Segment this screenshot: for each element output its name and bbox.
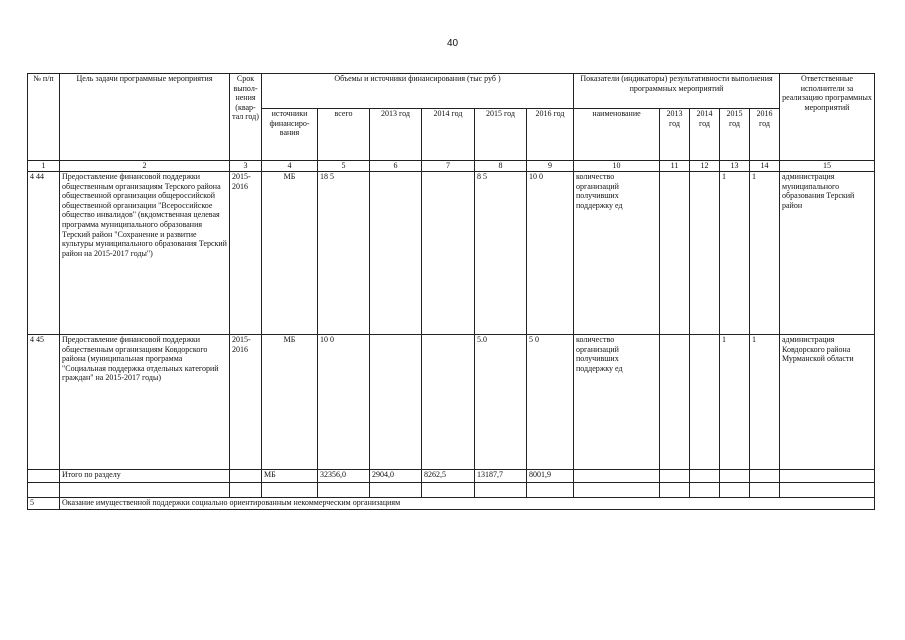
- row-responsible: администрация Ковдорского района Мурманской области: [780, 335, 875, 470]
- column-number: 8: [475, 161, 527, 172]
- row-num: 4 45: [28, 335, 60, 470]
- row-ind-2016: 1: [750, 172, 780, 335]
- total-row: [28, 470, 875, 483]
- total-source: МБ: [262, 470, 318, 483]
- header-financing: Объемы и источники финансирования (тыс руб ): [262, 74, 574, 109]
- total-2015: 13187,7: [475, 470, 527, 483]
- header-total: всего: [318, 109, 370, 161]
- row-2015: 5.0: [475, 335, 527, 470]
- row-2013: [370, 172, 422, 335]
- column-number: 11: [660, 161, 690, 172]
- header-term: Срок выпол-нения (квар-тал год): [230, 74, 262, 161]
- header-num: № п/п: [28, 74, 60, 161]
- total-2016: 8001,9: [527, 470, 574, 483]
- table-row: [28, 172, 875, 335]
- column-number: 10: [574, 161, 660, 172]
- header-goal: Цель задачи программные мероприятия: [60, 74, 230, 161]
- row-total: 18 5: [318, 172, 370, 335]
- row-ind-2015: 1: [720, 172, 750, 335]
- section-num: 5: [28, 498, 60, 510]
- row-2016: 10 0: [527, 172, 574, 335]
- row-total: 10 0: [318, 335, 370, 470]
- column-number: 12: [690, 161, 720, 172]
- header-indicator-name: наименование: [574, 109, 660, 161]
- row-goal: Предоставление финансовой поддержки общественным организациям Терского района общественной организации общероссийской общественной организации "Всероссийское общество инвалидов" (вкдомственная целевая программа муниципального образования Терский район "Сохранение и развитие культуры муниципального образования Терский район на 2015-2017 годы"): [60, 172, 230, 335]
- table-row: [28, 335, 875, 470]
- row-ind-2016: 1: [750, 335, 780, 470]
- total-2014: 8262,5: [422, 470, 475, 483]
- row-ind-2014: [690, 335, 720, 470]
- row-ind-2015: 1: [720, 335, 750, 470]
- row-ind-2013: [660, 172, 690, 335]
- section-title: Оказание имущественной поддержки социально ориентированным некоммерческим организациям: [60, 498, 875, 510]
- column-number: 7: [422, 161, 475, 172]
- header-indicators: Показатели (индикаторы) результативности выполнения программных мероприятий: [574, 74, 780, 109]
- column-number: 1: [28, 161, 60, 172]
- row-ind-2013: [660, 335, 690, 470]
- program-table: [27, 73, 875, 510]
- header-ind-2016: 2016 год: [750, 109, 780, 161]
- header-2015: 2015 год: [475, 109, 527, 161]
- column-number: 14: [750, 161, 780, 172]
- column-number: 3: [230, 161, 262, 172]
- column-number: 2: [60, 161, 230, 172]
- row-2014: [422, 335, 475, 470]
- row-indicator-name: количество организаций получивших поддержку ед: [574, 172, 660, 335]
- header-ind-2013: 2013 год: [660, 109, 690, 161]
- row-responsible: администрация муниципального образования Терский район: [780, 172, 875, 335]
- header-ind-2014: 2014 год: [690, 109, 720, 161]
- header-ind-2015: 2015 год: [720, 109, 750, 161]
- total-sum: 32356,0: [318, 470, 370, 483]
- row-2014: [422, 172, 475, 335]
- row-goal: Предоставление финансовой поддержки общественным организациям Ковдорского района (муниципальная программа "Социальная поддержка отдельных категорий граждан" на 2015-2017 годы): [60, 335, 230, 470]
- header-2016: 2016 год: [527, 109, 574, 161]
- row-term: 2015-2016: [230, 335, 262, 470]
- header-2014: 2014 год: [422, 109, 475, 161]
- header-2013: 2013 год: [370, 109, 422, 161]
- header-sources: источники финансиро-вания: [262, 109, 318, 161]
- column-number: 9: [527, 161, 574, 172]
- section-row: [28, 498, 875, 510]
- spacer-row: [28, 483, 875, 498]
- row-source: МБ: [262, 335, 318, 470]
- row-source: МБ: [262, 172, 318, 335]
- page-number: 40: [446, 38, 459, 49]
- column-numbers-row: [28, 161, 875, 172]
- row-2013: [370, 335, 422, 470]
- row-num: 4 44: [28, 172, 60, 335]
- row-indicator-name: количество организаций получивших поддержку ед: [574, 335, 660, 470]
- column-number: 5: [318, 161, 370, 172]
- row-2016: 5 0: [527, 335, 574, 470]
- column-number: 13: [720, 161, 750, 172]
- column-number: 15: [780, 161, 875, 172]
- header-responsible: Ответственные исполнители за реализацию программных мероприятий: [780, 74, 875, 161]
- total-label: Итого по разделу: [60, 470, 230, 483]
- total-2013: 2904,0: [370, 470, 422, 483]
- row-ind-2014: [690, 172, 720, 335]
- row-2015: 8 5: [475, 172, 527, 335]
- column-number: 4: [262, 161, 318, 172]
- row-term: 2015-2016: [230, 172, 262, 335]
- column-number: 6: [370, 161, 422, 172]
